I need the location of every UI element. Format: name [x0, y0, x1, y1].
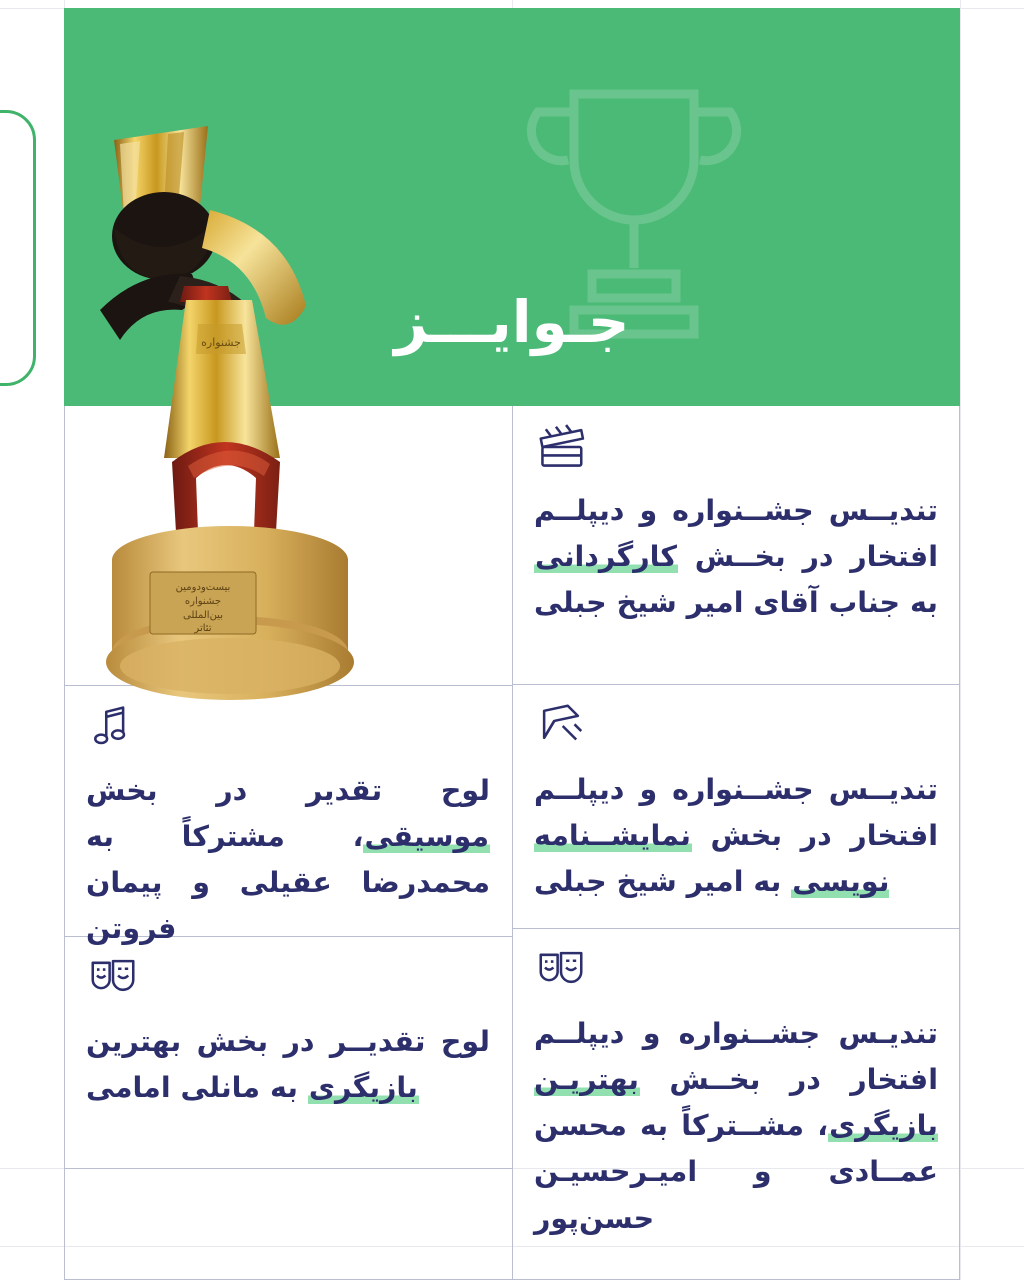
svg-text:جشنواره: جشنواره [184, 596, 222, 607]
award-item-acting-appreciation [64, 937, 512, 1167]
svg-text:بیست‌ودومین: بیست‌ودومین [175, 582, 231, 593]
award-item-playwriting [512, 685, 960, 928]
pen-writing-icon [534, 699, 938, 757]
award-item-directing [512, 406, 960, 684]
award-text: تندیـس جشــنواره و دیپلــم افتخار در بخــش بهتریـن بازیگری، مشــترکاً به محسن عمــادی و امیـرحسیـن حسن‌پور [534, 1017, 938, 1235]
theater-masks-icon [534, 943, 938, 1001]
guide-line [960, 0, 961, 1280]
decorative-bracket [0, 110, 36, 386]
row-divider [64, 1168, 512, 1169]
clapperboard-icon [534, 420, 938, 478]
award-text: تندیــس جشــنواره و دیپلــم افتخار در بخش نمایشــنامه نویسی به امیر شیخ جبلی [534, 773, 938, 899]
award-item-best-acting [512, 929, 960, 1280]
svg-text:جشنواره: جشنواره [201, 336, 241, 349]
award-text: لوح تقدیر در بخش موسیقی، مشترکاً به محمدرضا عقیلی و پیمان فروتن [86, 774, 490, 946]
theater-masks-icon [86, 951, 490, 1009]
award-text: تندیــس جشــنواره و دیپلــم افتخار در بخــش کارگردانی به جناب آقای امیر شیخ جبلی [534, 494, 938, 620]
svg-text:بین‌المللی: بین‌المللی [183, 610, 223, 621]
award-text: لوح تقدیــر در بخش بهترین بازیگری به مانلی امامی [86, 1025, 490, 1105]
svg-text:تئاتر: تئاتر [194, 623, 212, 634]
festival-trophy-photo [80, 110, 380, 730]
page-title: جـوایـــز [394, 288, 630, 356]
